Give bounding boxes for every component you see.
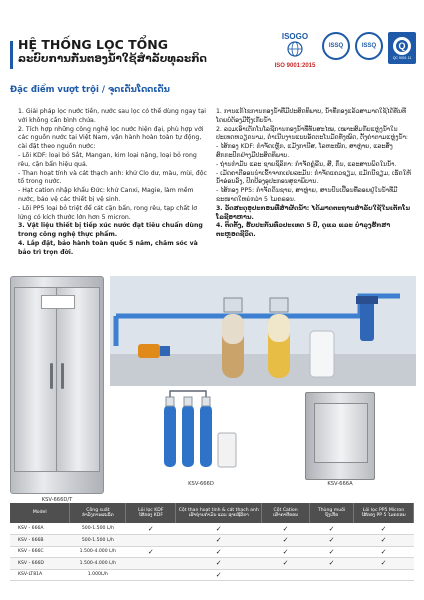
cell-model: KSV - 666A — [10, 523, 70, 535]
cell-carbon-check: ✓ — [176, 546, 262, 558]
features-list-lo — [216, 108, 414, 240]
page-title-vi: HỆ THỐNG LỌC TỔNG — [18, 37, 169, 52]
spec-table — [10, 503, 414, 581]
feature-vi-4: 4. Lắp đặt, bảo hành toàn quốc 5 năm, chăm sóc và bảo trì trọn đời. — [18, 239, 198, 256]
cell-pp5-check: ✓ — [354, 558, 414, 570]
feature-vi-1: 1. Giải pháp lọc nước tiền, nước sau lọc có thể dùng ngay tại với không cần bình chứa. — [18, 108, 207, 124]
cell-model: KSV-LT81A — [10, 569, 70, 581]
feature-vi-2a: - Lõi KDF: loại bỏ Sắt, Mangan, kim loại nặng, loại bỏ rong rêu, cặn bẩn hiệu quả. — [18, 151, 197, 168]
feature-lo-2: 2. ລວມເອົາເຕັກໂນໂລຊີການກອງນ້ຳທີ່ທັນສະໄໝ, ເໝາະສົມກັບແຫຼ່ງນ້ຳໃນປະເທດຫວຽດນາມ, ດຳເນີນງານແບບອັດຕະໂນມັດທັງໝົດ, ຕັ້ງຄ່າຕາມແຫຼ່ງນ້ຳ: — [216, 125, 408, 142]
cell-carbon-check: ✓ — [176, 558, 262, 570]
spec-table-body — [10, 523, 414, 581]
cell-pp5-check: ✓ — [354, 546, 414, 558]
tank-set-product-image — [160, 385, 242, 478]
cell-pp5-check — [354, 569, 414, 581]
col-header-capacity: Công suất ກຳລັງການຜະລິດ — [70, 503, 126, 523]
isogo-logo: ISOGO — [281, 32, 309, 41]
cell-carbon-check: ✓ — [176, 535, 262, 547]
cell-capacity: 1.500-4.000 L/h — [70, 546, 126, 558]
cabinet-brand-plate — [41, 295, 75, 309]
col-header-cation: Cột Cation ເສົາຄາຕີອອນ — [262, 503, 310, 523]
feature-lo-4: 4. ຕິດຕັ້ງ, ຮັບປະກັນທົ່ວປະເທດ 5 ປີ, ດູແລ ແລະ ບຳລຸງຮັກສາຕະຫຼອດຊີວິດ. — [216, 222, 391, 239]
tank-set-caption: KSV-666D — [188, 481, 214, 487]
feature-vi-2c: - Hạt cation nhập khẩu Đức: khử Canxi, Magie, làm mềm nước, bảo vệ các thiết bị vệ sinh. — [18, 187, 194, 203]
cell-carbon-check: ✓ — [176, 523, 262, 535]
cell-capacity: 1.000L/h — [70, 569, 126, 581]
feature-vi-2b: - Than hoạt tính và cát thạch anh: khử Clo dư, màu, mùi, độc tố trong nước. — [18, 169, 207, 186]
cell-model: KSV - 666C — [10, 546, 70, 558]
header-accent-bar — [10, 41, 13, 69]
feature-lo-1: 1. ການແກ້ໄຂການກອງນ້ຳທີ່ມີປະສິດທິພາບ, ນ້ຳທີ່ກອງແລ້ວສາມາດໃຊ້ໄດ້ທັນທີໂດຍບໍ່ຕ້ອງມີຖັງເກັບນ້ຳ. — [216, 108, 407, 124]
cell-kdf-check: ✓ — [126, 523, 176, 535]
col-header-model: Model — [10, 503, 70, 523]
table-row — [10, 558, 414, 570]
cell-salt-check: ✓ — [310, 535, 354, 547]
box-unit-product-image — [305, 392, 375, 480]
cell-pp5-check: ✓ — [354, 523, 414, 535]
table-row — [10, 523, 414, 535]
cell-salt-check — [310, 569, 354, 581]
box-unit-panel — [314, 403, 368, 463]
cell-cation-check — [262, 569, 310, 581]
col-header-salt: Thùng muối ຖັງເກືອ — [310, 503, 354, 523]
cell-capacity: 500-1.500 L/h — [70, 523, 126, 535]
table-row — [10, 546, 414, 558]
cell-cation-check: ✓ — [262, 558, 310, 570]
cell-capacity: 500-1.500 L/h — [70, 535, 126, 547]
cell-model: KSV - 666D — [10, 558, 70, 570]
cell-carbon-check: ✓ — [176, 569, 262, 581]
cell-kdf-check — [126, 569, 176, 581]
feature-vi-2d: - Lõi PP5 loại bỏ triệt để cát cặn bẩn, rong rêu, tạp chất lơ lửng có kích thước lớn hơn 5 micron. — [18, 204, 198, 221]
iso-badge — [273, 32, 317, 69]
feature-lo-2d: - ໄສ້ກອງ PP5: ກຳຈັດດິນຊາຍ, ສາຫຼ່າຍ, ສານປົນເປື້ອນທີ່ລອຍຢູ່ໃນນ້ຳທີ່ມີຂະໜາດໃຫຍ່ກວ່າ 5 ໄມຄຣອນ. — [216, 187, 398, 203]
col-header-pp5: Lõi lọc PP5 Micron ໄສ້ກອງ PP 5 ໄມຄຣອນ — [354, 503, 414, 523]
table-row — [10, 535, 414, 547]
cabinet-door-left — [14, 287, 58, 472]
cabinet-product-caption: KSV-666D/T — [41, 497, 73, 503]
feature-vi-2: 2. Tích hợp những công nghệ lọc nước hiện đại, phù hợp với các nguồn nước tại Việt Nam, vận hành hoàn toàn tự động, cài đặt theo nguồn nước: — [18, 125, 204, 151]
page-title-lo: ລະບົບການກັ່ນຕອງນ້ຳໃຊ້ສຳລັບທຸລະກິດ — [18, 53, 207, 65]
features-list-vi — [18, 108, 210, 258]
spec-table-header-row — [10, 503, 414, 523]
q-icon: Q — [393, 37, 411, 55]
q-code: QC 9001 11 — [392, 55, 412, 60]
issq-seal-1: ISSQ — [322, 32, 350, 60]
header — [10, 38, 240, 66]
cell-cation-check: ✓ — [262, 523, 310, 535]
col-header-kdf: Lõi lọc KDF ໄສ້ກອງ KDF — [126, 503, 176, 523]
col-header-carbon: Cột than hoạt tính & cát thạch anh ເສົາຖ່ານກຳມັນ ແລະ ຊາຍຊິລິກາ — [176, 503, 262, 523]
cell-salt-check: ✓ — [310, 546, 354, 558]
certification-badges — [273, 32, 416, 69]
cell-salt-check: ✓ — [310, 523, 354, 535]
box-unit-caption: KSV-666A — [327, 481, 353, 487]
filtration-installation-image — [110, 276, 416, 386]
feature-lo-3: 3. ວັດສະດຸອຸປະກອນທີ່ສຳຜັດນ້ຳ: ໄດ້ມາດຕະຖານສຳລັບໃຊ້ໃນເຕັກໂນໂລຊີອາຫານ. — [216, 204, 410, 221]
feature-lo-2b: - ຖ່ານກໍາມັນ ແລະ ຊາຍຊິລິກາ: ກຳຈັດຄຼໍຣີນ, ສີ, ກິ່ນ, ແລະສານພິດໃນນ້ຳ. — [216, 160, 397, 168]
issq-seal-2: ISSQ — [355, 32, 383, 60]
cell-cation-check: ✓ — [262, 535, 310, 547]
feature-lo-2c: - ເມັດຄາຕີອອນນຳເຂົ້າຈາກເຢຍລະມັນ: ກຳຈັດແຄວຊຽມ, ແມັກນີຊຽມ, ເຮັດໃຫ້ນ້ຳອ່ອນລົງ, ປົກປ້ອງອຸປະກອນສຸຂາພິບານ. — [216, 169, 412, 186]
cell-kdf-check: ✓ — [126, 546, 176, 558]
cell-cation-check: ✓ — [262, 546, 310, 558]
cell-pp5-check: ✓ — [354, 535, 414, 547]
iso-globe-icon — [275, 41, 315, 57]
features-subheading: Đặc điểm vượt trội / ຈຸດເດັ່ນໂດດເດັ່ນ — [10, 85, 170, 95]
feature-lo-2a: - ໄສ້ກອງ KDF: ກຳຈັດເຫຼັກ, ແມັງການີສ, ໂລຫະໜັກ, ສາຫຼ່າຍ, ແລະສິ່ງສົກກະປົກຢ່າງມີປະສິດທິພາບ. — [216, 143, 393, 159]
table-row — [10, 569, 414, 581]
cell-kdf-check — [126, 535, 176, 547]
iso-standard-text: ISO 9001:2015 — [274, 63, 316, 69]
cell-model: KSV - 666B — [10, 535, 70, 547]
feature-vi-3: 3. Vật liệu thiết bị tiếp xúc nước đạt tiêu chuẩn dùng trong công nghệ thực phẩm. — [18, 222, 203, 239]
cell-capacity: 1.500-4.000 L/h — [70, 558, 126, 570]
cell-salt-check: ✓ — [310, 558, 354, 570]
q-certification-badge — [388, 32, 416, 64]
cabinet-door-right — [56, 287, 100, 472]
cabinet-product-image — [10, 276, 104, 494]
cell-kdf-check — [126, 558, 176, 570]
